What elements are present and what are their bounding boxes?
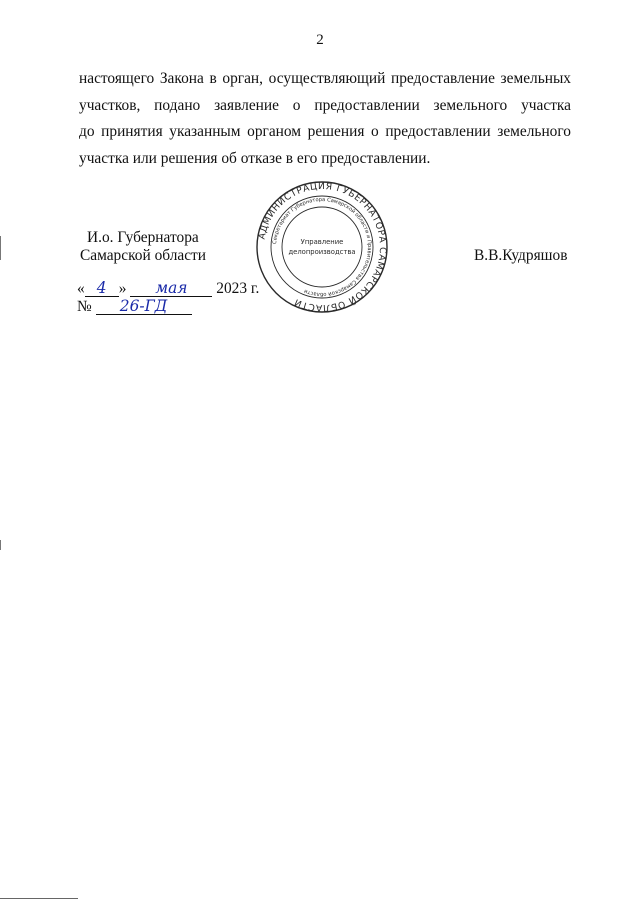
- seal-center-line-2: делопроизводства: [288, 248, 356, 256]
- date-month-handwritten: мая: [130, 280, 212, 297]
- margin-mark-top: [0, 236, 1, 260]
- signatory-name: В.В.Кудряшов: [474, 247, 568, 264]
- document-number-handwritten: 26-ГД: [96, 298, 192, 315]
- seal-outer-text: АДМИНИСТРАЦИЯ ГУБЕРНАТОРА САМАРСКОЙ ОБЛАСТИ: [256, 180, 389, 314]
- date-close-quote: »: [118, 280, 127, 297]
- footnote-rule: [0, 898, 78, 899]
- body-line-3: до принятия указанным органом решения о предоставлении земельного: [79, 123, 571, 140]
- signatory-title: [80, 229, 206, 265]
- margin-mark-middle: [0, 540, 1, 550]
- document-number-line: [77, 298, 192, 316]
- body-line-4: участка или решения об отказе в его предоставлении.: [79, 149, 431, 167]
- signatory-title-line-2: Самарской области: [80, 247, 207, 264]
- body-paragraph: [79, 66, 571, 172]
- official-seal: [255, 180, 389, 314]
- number-prefix: №: [77, 298, 92, 315]
- date-line: [77, 280, 259, 298]
- date-year: 2023 г.: [216, 280, 260, 297]
- seal-middle-ring: [271, 196, 373, 298]
- date-open-quote: «: [77, 280, 85, 297]
- seal-inner-text: Секретариат Губернатора Самарской области и Правительства Самарской области: [272, 196, 373, 298]
- signatory-title-line-1: И.о. Губернатора: [87, 229, 199, 246]
- page-number: 2: [316, 32, 324, 48]
- date-day-handwritten: 4: [85, 280, 119, 297]
- body-line-1: настоящего Закона в орган, осуществляющий предоставление земельных: [79, 70, 571, 87]
- seal-center-line-1: Управление: [300, 238, 344, 246]
- seal-inner-ring: [282, 207, 362, 287]
- body-line-2: участков, подано заявление о предоставлении земельного участка: [79, 96, 571, 114]
